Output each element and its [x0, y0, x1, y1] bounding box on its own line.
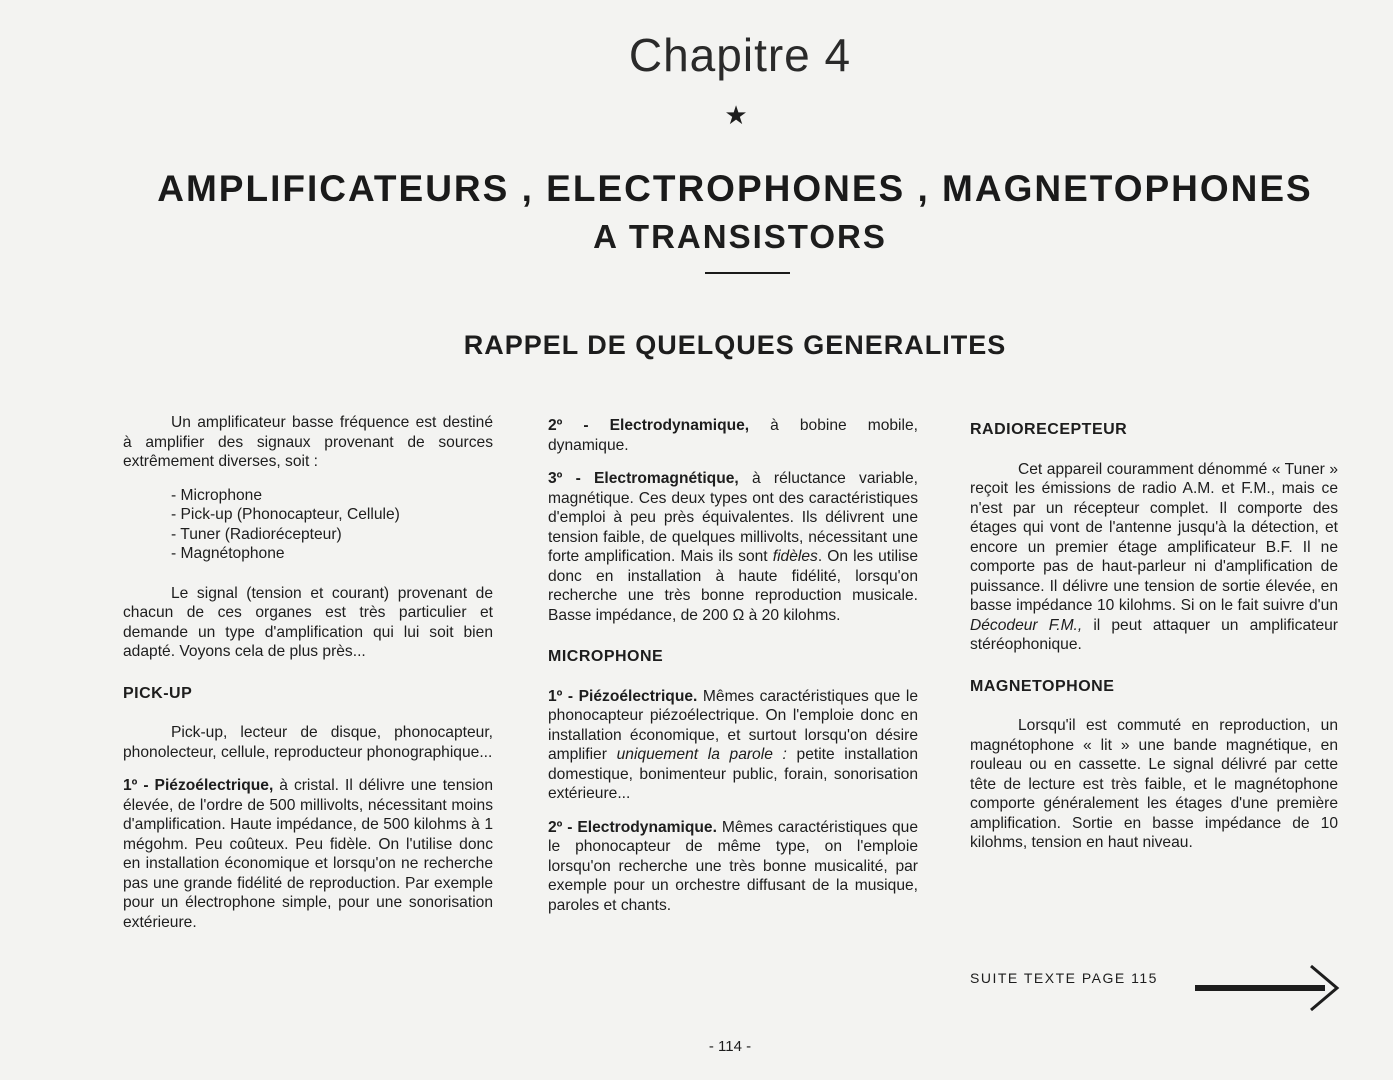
piezo-text: à cristal. Il délivre une tension élevée, de l'ordre de 500 millivolts, nécessitant moins d'amplification. Haute impédance, de 500 kilohms à 1 mégohm. Peu coûteux. Peu fidèle. On l'utilise donc en installation économique et lorsqu'on ne recherche pas une grande fidélité de reproduction. Par exemple pour un électrophone simple, pour une sonorisation extérieure.	[123, 777, 494, 931]
microphone-heading: MICROPHONE	[548, 648, 664, 665]
column-left	[123, 413, 493, 946]
intro-paragraph: Un amplificateur basse fréquence est destiné à amplifier des signaux provenant de sources extrêmement diverses, soit :	[123, 414, 493, 470]
magnetophone-heading: MAGNETOPHONE	[970, 677, 1115, 695]
magnetic-italic: fidèles	[772, 548, 818, 565]
main-title-line2: A TRANSISTORS	[593, 218, 887, 255]
magnetic-text-a: à réluctance variable, magnétique. Ces deux types ont des caractéristiques d'emploi à peu près équivalentes. Ils délivrent une tension faible, de quelques millivolts, nécessitant une forte amplification. Mais ils sont	[548, 470, 918, 565]
list-item: - Magnétophone	[171, 545, 285, 562]
pickup-piezo-paragraph	[123, 776, 493, 932]
radio-heading: RADIORECEPTEUR	[970, 421, 1128, 438]
main-title-line1: AMPLIFICATEURS , ELECTROPHONES , MAGNETOPHONES	[157, 168, 1313, 209]
magnetic-label: 3º - Electromagnétique,	[548, 470, 739, 487]
magnetic-paragraph	[548, 469, 918, 625]
electro-text: à bobine mobile, dynamique.	[548, 417, 918, 454]
micro-piezo-paragraph	[548, 687, 918, 804]
signal-paragraph: Le signal (tension et courant) provenant de chacun de ces organes est très particulier et demande un type d'amplification qui lui soit bien adapté. Voyons cela de plus près...	[123, 584, 493, 660]
micro-electro-paragraph	[548, 818, 918, 916]
column-middle	[548, 416, 918, 929]
column-right	[970, 398, 1338, 867]
chapter-heading: Chapitre 4	[628, 29, 852, 81]
piezo-label: 1º - Piézoélectrique,	[123, 777, 274, 794]
micro-piezo-italic: uniquement la parole :	[616, 746, 787, 763]
radio-paragraph	[970, 460, 1338, 655]
radio-italic: Décodeur F.M.,	[970, 616, 1083, 634]
micro-electro-label: 2º - Electrodynamique.	[548, 818, 717, 836]
micro-piezo-text-b: petite installation domestique, bonimenteur public, forain, sonorisation extérieure...	[548, 746, 918, 802]
page-number: - 114 -	[708, 1038, 752, 1055]
radio-text-a: Cet appareil couramment dénommé « Tuner » reçoit les émissions de radio A.M. et F.M., mais ce n'est par un récepteur complet. Il comporte des étages qui vont de l'antenne jusqu'à la détection, et encore un premier étage amplificateur B.F. Il ne comporte pas de haut-parleur ni d'amplification de puissance. Il délivre une tension de sortie élevée, en basse impédance 10 kilohms. Si on le fait suivre d'un	[970, 460, 1338, 614]
micro-piezo-text-a: Mêmes caractéristiques que le phonocapteur piézoélectrique. On l'emploie donc en installation économique, et surtout lorsqu'on désire amplifier	[548, 687, 918, 763]
title-underline	[705, 272, 790, 274]
star-ornament: ★	[724, 100, 748, 130]
section-subtitle: RAPPEL DE QUELQUES GENERALITES	[463, 330, 1007, 360]
arrow-right-icon	[1193, 963, 1341, 1013]
magnetophone-paragraph: Lorsqu'il est commuté en reproduction, un magnétophone « lit » une bande magnétique, en rouleau ou en cassette. Le signal délivré par cette tête de lecture est très faible, et le magnétophone comporte généralement les étages d'une première amplification. Sortie en basse impédance de 10 kilohms, tension en haut niveau.	[970, 717, 1338, 851]
list-item: - Microphone	[171, 486, 263, 504]
list-item: - Tuner (Radiorécepteur)	[171, 525, 342, 543]
micro-electro-text: Mêmes caractéristiques que le phonocapteur de même type, on l'emploie lorsqu'on recherche une très bonne musicalité, par exemple pour un orchestre diffusant de la musique, paroles et chants.	[548, 818, 918, 914]
radio-text-b: il peut attaquer un amplificateur stéréophonique.	[970, 616, 1338, 653]
list-item: - Pick-up (Phonocapteur, Cellule)	[171, 506, 400, 523]
electro-paragraph	[548, 416, 918, 455]
electro-label: 2º - Electrodynamique,	[548, 417, 750, 434]
pickup-intro: Pick-up, lecteur de disque, phonocapteur, phonolecteur, cellule, reproducteur phonographique...	[123, 724, 493, 761]
source-list	[123, 486, 493, 564]
micro-piezo-label: 1º - Piézoélectrique.	[548, 687, 698, 705]
continued-note: SUITE TEXTE PAGE 115	[970, 970, 1158, 986]
magnetic-text-b: . On les utilise donc en installation à haute fidélité, lorsqu'on recherche une très bonne reproduction musicale. Basse impédance, de 200 Ω à 20 kilohms.	[548, 548, 918, 624]
pickup-heading: PICK-UP	[123, 684, 193, 702]
